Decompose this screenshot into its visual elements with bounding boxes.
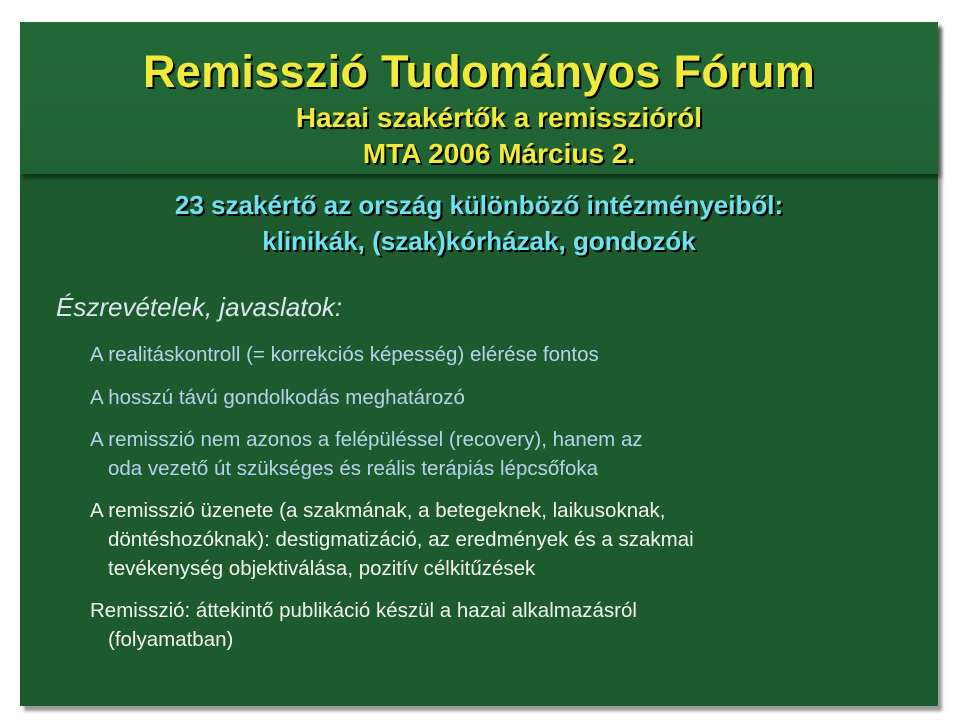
subtitle-line-1: 23 szakértő az ország különböző intézményeiből: [174, 190, 784, 220]
section-heading: Észrevételek, javaslatok: [56, 292, 343, 322]
list-item [90, 596, 637, 654]
slide-title-line-3: MTA 2006 Március 2. [362, 138, 636, 169]
list-item [90, 383, 465, 412]
list-item-line: tevékenység objektiválása, pozitív célkitűzések [108, 557, 536, 580]
list-item-line: A realitáskontroll (= korrekciós képesség) elérése fontos [90, 343, 599, 366]
list-item-line: Remisszió: áttekintő publikáció készül a hazai alkalmazásról [90, 599, 637, 622]
list-item-line: (folyamatban) [108, 628, 234, 651]
list-item [90, 496, 694, 583]
slide-title-line-2: Hazai szakértők a remisszióról [295, 102, 703, 133]
list-item-line: A remisszió üzenete (a szakmának, a betegeknek, laikusoknak, [90, 499, 666, 522]
slide-title: Remisszió Tudományos Fórum [142, 46, 816, 97]
list-item [90, 425, 643, 483]
list-item-line: A remisszió nem azonos a felépüléssel (recovery), hanem az [90, 428, 643, 451]
list-item [90, 340, 599, 369]
list-item-line: oda vezető út szükséges és reális terápiás lépcsőfoka [108, 457, 598, 480]
list-item-line: döntéshozóknak): destigmatizáció, az eredmények és a szakmai [108, 528, 694, 551]
list-item-line: A hosszú távú gondolkodás meghatározó [90, 386, 465, 409]
subtitle-line-2: klinikák, (szak)kórházak, gondozók [262, 226, 696, 256]
